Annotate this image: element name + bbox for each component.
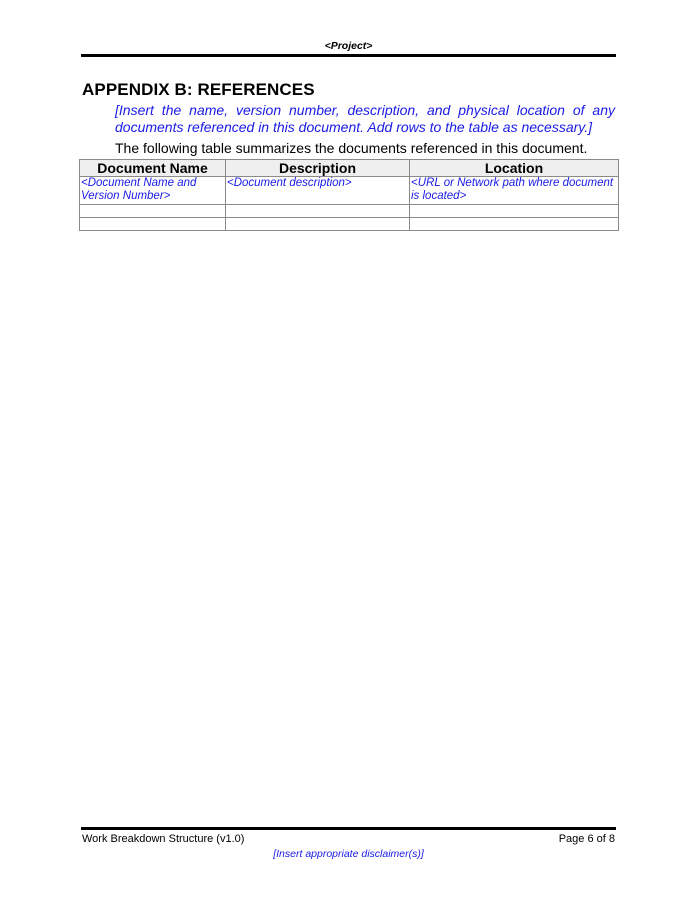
section-title: APPENDIX B: REFERENCES (82, 80, 315, 99)
cell-location (410, 205, 619, 218)
cell-location: <URL or Network path where document is located> (410, 177, 619, 205)
cell-document-name: <Document Name and Version Number> (80, 177, 226, 205)
column-header-description: Description (226, 160, 410, 177)
table-row (80, 177, 619, 205)
page-header-project: <Project> (324, 40, 373, 52)
footer-disclaimer: [Insert appropriate disclaimer(s)] (273, 848, 424, 860)
cell-location (410, 218, 619, 231)
table-row (80, 218, 619, 231)
intro-text: The following table summarizes the documents referenced in this document. (115, 140, 588, 156)
header-rule (81, 54, 616, 57)
column-header-location: Location (410, 160, 619, 177)
instruction-text: [Insert the name, version number, description, and physical location of any documents referenced in this document. Add rows to the table as necessary.] (115, 102, 615, 135)
column-header-document-name: Document Name (80, 160, 226, 177)
cell-document-name (80, 218, 226, 231)
footer-doc-title: Work Breakdown Structure (v1.0) (82, 833, 245, 845)
table-row (80, 205, 619, 218)
table-header-row (80, 160, 619, 177)
footer-page-number: Page 6 of 8 (558, 833, 615, 845)
references-table (79, 159, 619, 231)
footer-rule (81, 827, 616, 830)
cell-description (226, 218, 410, 231)
cell-description (226, 205, 410, 218)
cell-document-name (80, 205, 226, 218)
cell-description: <Document description> (226, 177, 410, 205)
